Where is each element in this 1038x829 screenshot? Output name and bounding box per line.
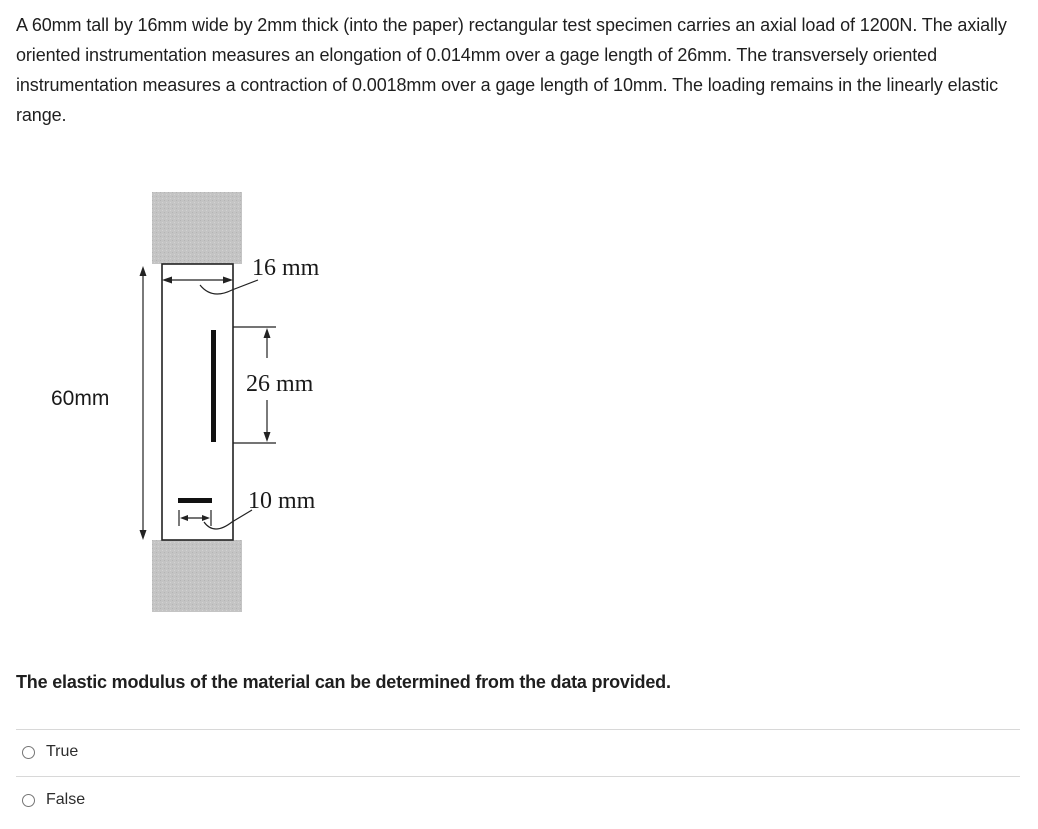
top-grip [152,192,242,264]
bottom-grip [152,540,242,612]
axial-gage-label: 26 mm [246,371,314,397]
divider-middle [16,776,1020,777]
transverse-gage-label: 10 mm [248,488,316,514]
specimen-figure [0,0,520,640]
question-prompt: A 60mm tall by 16mm wide by 2mm thick (into the paper) rectangular test specimen carries an axial load of 1200N. The axially oriented instrumentation measures an elongation of 0.014mm over a gage length of 26mm. The transversely oriented instrumentation measures a contraction of 0.0018mm over a gage length of 10mm. The loading remains in the linearly elastic range. [16,15,1007,125]
height-arrow-bottom [140,530,147,540]
option-false[interactable] [22,788,85,812]
option-true[interactable] [22,740,78,764]
statement-text: The elastic modulus of the material can be determined from the data provided. [16,672,671,692]
height-label: 60mm [51,387,110,410]
width-label: 16 mm [252,255,320,281]
axial-gage-arrow-bottom [264,432,271,442]
specimen-diagram [0,0,520,640]
transverse-gage [178,498,212,503]
height-arrow-top [140,266,147,276]
radio-false[interactable] [22,794,35,807]
divider-top [16,729,1020,730]
axial-gage-arrow-top [264,328,271,338]
axial-gage [211,330,216,442]
option-false-label: False [46,791,86,808]
radio-true[interactable] [22,746,35,759]
option-true-label: True [46,743,79,760]
